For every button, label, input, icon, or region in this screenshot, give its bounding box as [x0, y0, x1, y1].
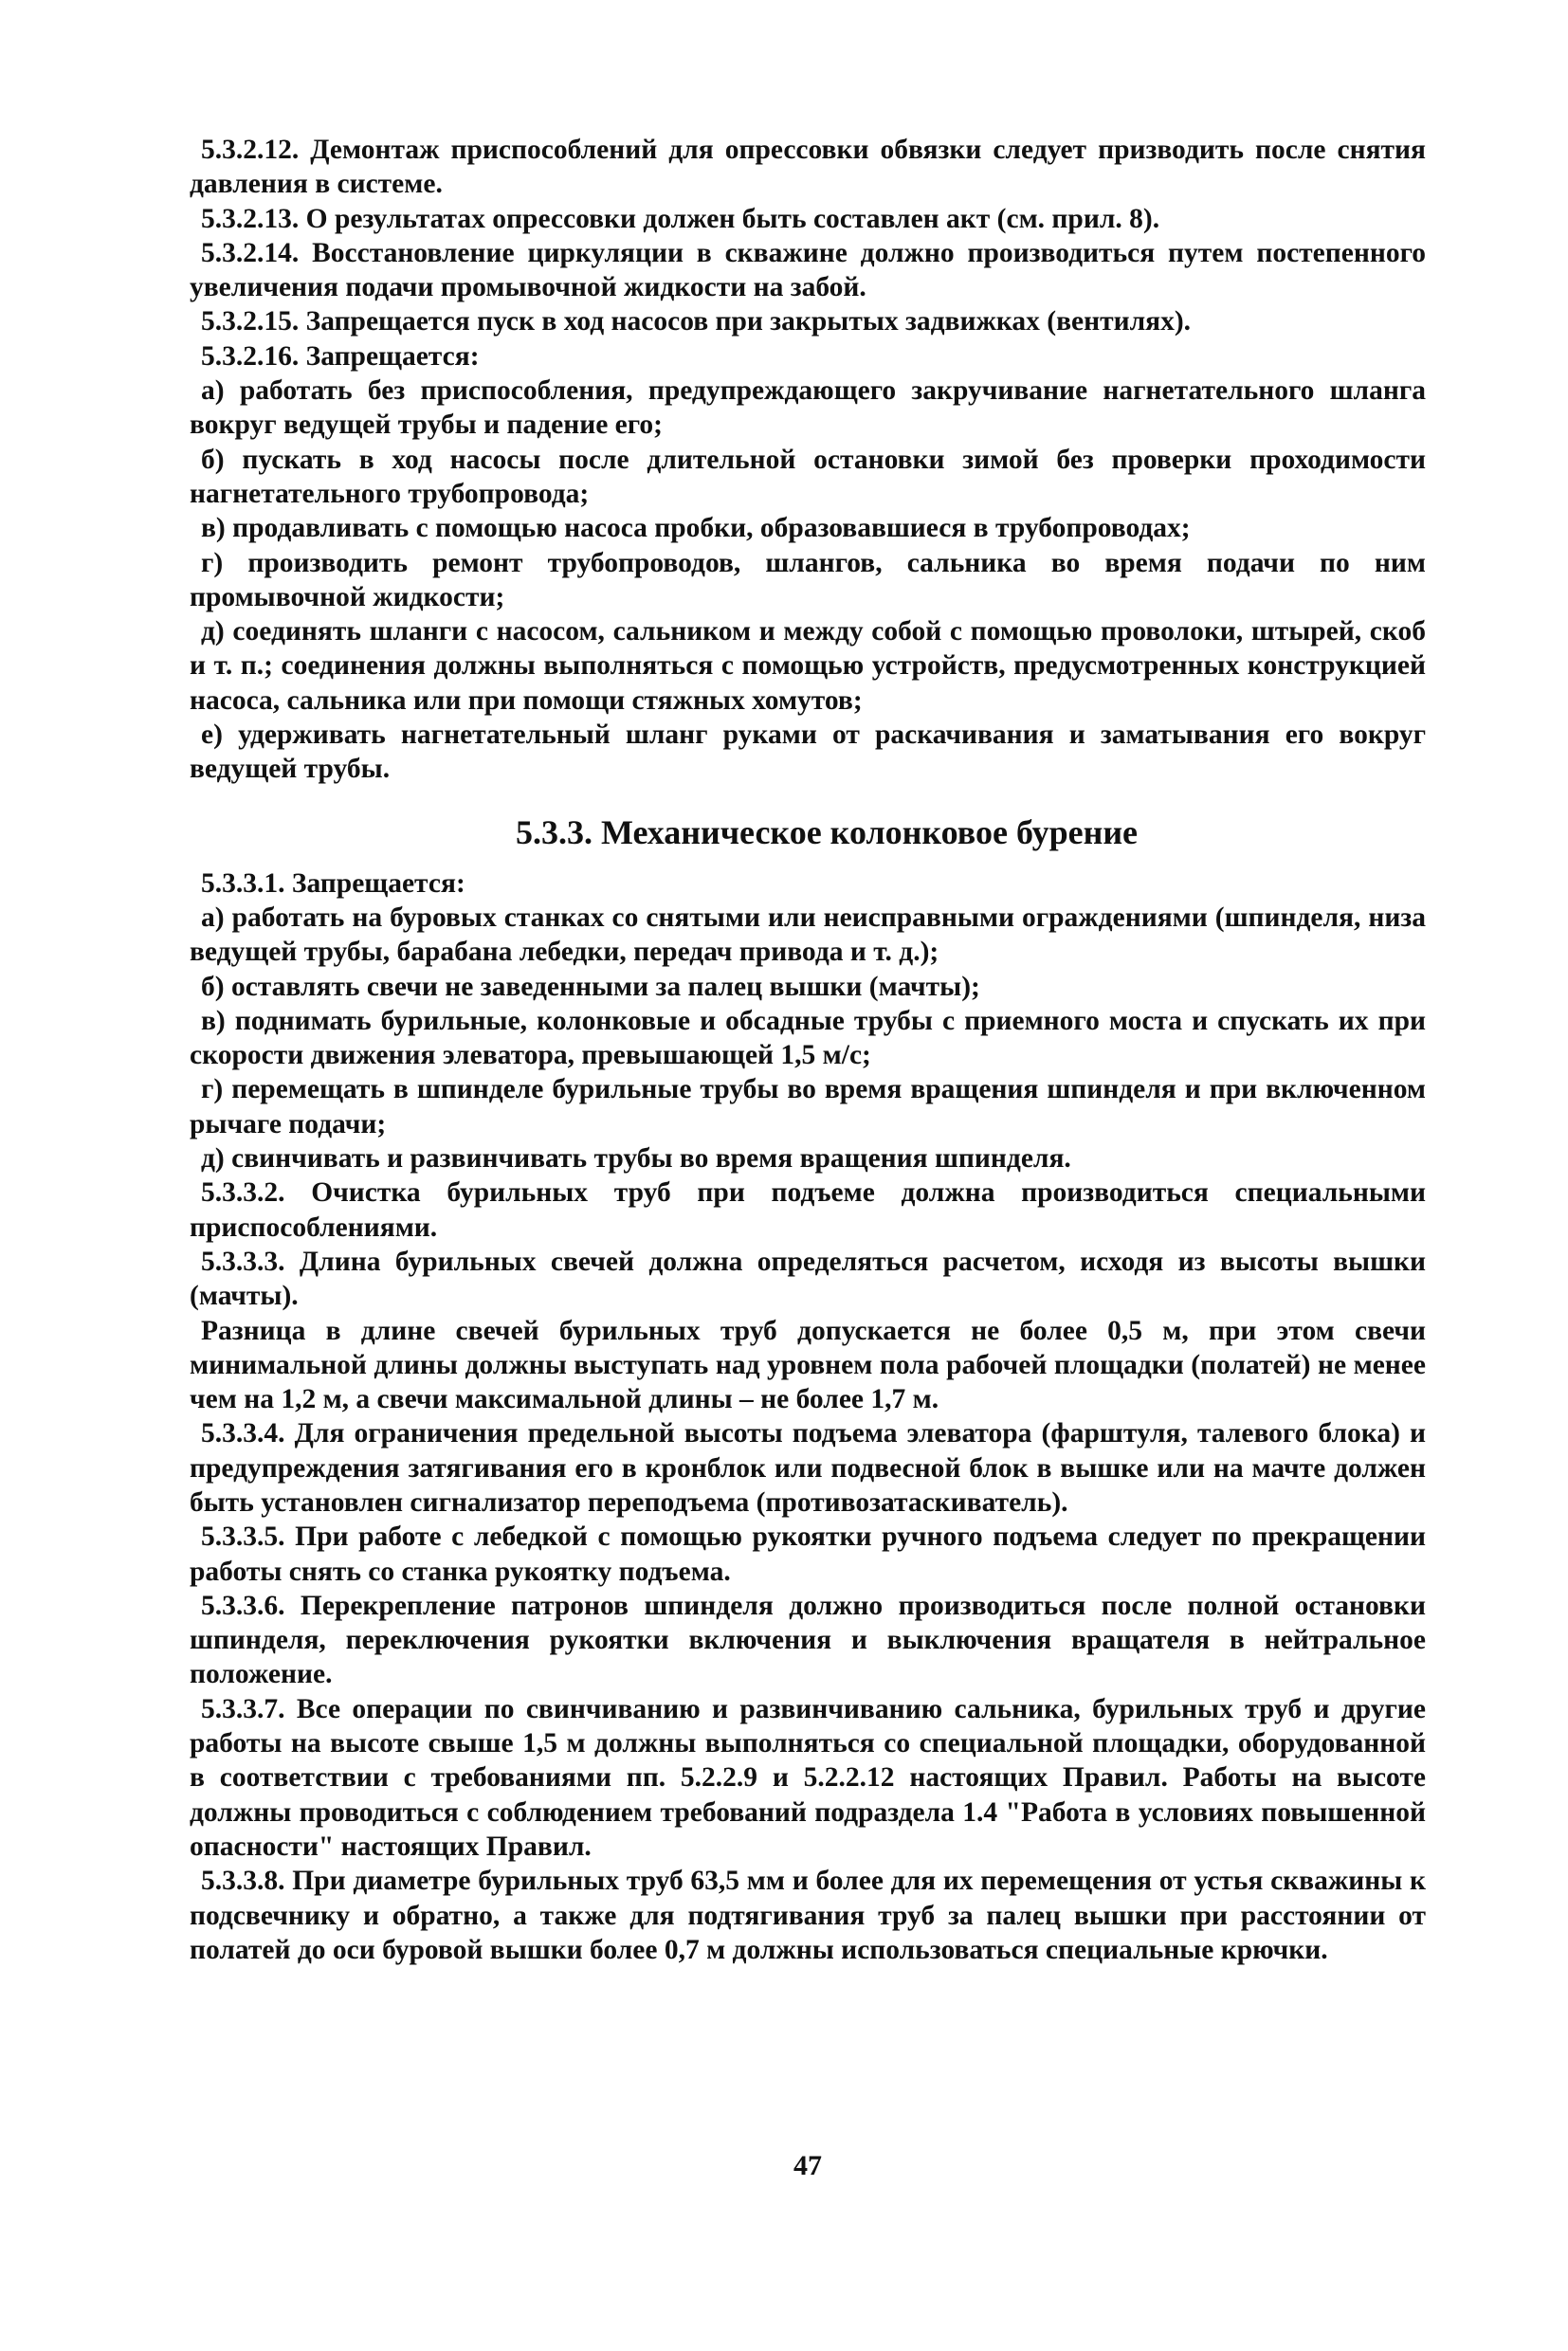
list-item-v: в) поднимать бурильные, колонковые и обсадные трубы с приемного моста и спускать их при скорости движения элеватора, превышающей 1,5 м/с;: [190, 1005, 1426, 1071]
paragraph-5-3-3-3: 5.3.3.3. Длина бурильных свечей должна определяться расчетом, исходя из высоты вышки (мачты).: [190, 1246, 1426, 1312]
paragraph-5-3-3-8: 5.3.3.8. При диаметре бурильных труб 63,5 мм и более для их перемещения от устья скважины к подсвечнику и обратно, а также для подтягивания труб за палец вышки при расстоянии от полатей до оси буровой вышки более 0,7 м должны использоваться специальные крючки.: [190, 1866, 1426, 1965]
list-item-g: г) производить ремонт трубопроводов, шлангов, сальника во время подачи по ним промывочной жидкости;: [190, 547, 1426, 612]
paragraph-5-3-2-13: 5.3.2.13. О результатах опрессовки должен быть составлен акт (см. прил. 8).: [201, 203, 1160, 234]
paragraphs-before-heading: [190, 133, 1426, 787]
section-heading: 5.3.3. Механическое колонковое бурение: [515, 812, 1139, 851]
list-item-a: а) работать на буровых станках со снятыми или неисправными ограждениями (шпинделя, низа ведущей трубы, барабана лебедки, передач привода и т. д.);: [190, 902, 1426, 968]
paragraph-5-3-2-15: 5.3.2.15. Запрещается пуск в ход насосов при закрытых задвижках (вентилях).: [201, 306, 1192, 337]
list-item-g: г) перемещать в шпинделе бурильные трубы во время вращения шпинделя и при включенном рычаге подачи;: [190, 1074, 1426, 1139]
paragraph-5-3-3-5: 5.3.3.5. При работе с лебедкой с помощью рукоятки ручного подъема следует по прекращении работы снять со станка рукоятку подъема.: [190, 1522, 1426, 1587]
list-item-d: д) свинчивать и развинчивать трубы во время вращения шпинделя.: [201, 1143, 1071, 1175]
list-item-e: е) удерживать нагнетательный шланг руками от раскачивания и заматывания его вокруг ведущей трубы.: [190, 720, 1426, 785]
paragraph-5-3-2-16: 5.3.2.16. Запрещается:: [201, 340, 480, 372]
list-item-a: а) работать без приспособления, предупреждающего закручивание нагнетательного шланга вокруг ведущей трубы и падение его;: [190, 375, 1426, 441]
paragraph-5-3-3-6: 5.3.3.6. Перекрепление патронов шпинделя должно производиться после полной остановки шпинделя, переключения рукоятки включения и выключения вращателя в нейтральное положение.: [190, 1590, 1426, 1690]
paragraph-length-difference: Разница в длине свечей бурильных труб допускается не более 0,5 м, при этом свечи минимальной длины должны выступать над уровнем пола рабочей площадки (полатей) не менее чем на 1,2 м, а свечи максимальной длины – не более 1,7 м.: [190, 1315, 1426, 1415]
list-item-b: б) пускать в ход насосы после длительной остановки зимой без проверки проходимости нагнетательного трубопровода;: [190, 444, 1426, 509]
paragraph-5-3-3-7: 5.3.3.7. Все операции по свинчиванию и развинчиванию сальника, бурильных труб и другие работы на высоте свыше 1,5 м должны выполняться со специальной площадки, оборудованной в соответствии с требованиями пп. 5.2.2.9 и 5.2.2.12 настоящих Правил. Работы на высоте должны проводиться с соблюдением требований подраздела 1.4 "Работа в условиях повышенной опасности" настоящих Правил.: [190, 1693, 1426, 1862]
paragraphs-after-heading: [190, 866, 1426, 1968]
paragraph-5-3-3-1: 5.3.3.1. Запрещается:: [201, 867, 465, 899]
list-item-v: в) продавливать с помощью насоса пробки, образовавшиеся в трубопроводах;: [201, 513, 1191, 544]
list-item-b: б) оставлять свечи не заведенными за палец вышки (мачты);: [201, 971, 980, 1002]
list-item-d: д) соединять шланги с насосом, сальником и между собой с помощью проволоки, штырей, скоб и т. п.; соединения должны выполняться с помощью устройств, предусмотренных конструкцией насоса, сальника или при помощи стяжных хомутов;: [190, 616, 1426, 716]
paragraph-5-3-2-12: 5.3.2.12. Демонтаж приспособлений для опрессовки обвязки следует призводить после снятия давления в системе.: [190, 135, 1426, 200]
paragraph-5-3-3-4: 5.3.3.4. Для ограничения предельной высоты подъема элеватора (фарштуля, талевого блока) и предупреждения затягивания его в кронблок или подвесной блок в вышке или на мачте должен быть установлен сигнализатор переподъема (противозатаскиватель).: [190, 1418, 1426, 1518]
paragraph-5-3-3-2: 5.3.3.2. Очистка бурильных труб при подъеме должна производиться специальными приспособлениями.: [190, 1177, 1426, 1243]
page-number: 47: [793, 2150, 822, 2181]
paragraph-5-3-2-14: 5.3.2.14. Восстановление циркуляции в скважине должно производиться путем постепенного увеличения подачи промывочной жидкости на забой.: [190, 237, 1426, 303]
